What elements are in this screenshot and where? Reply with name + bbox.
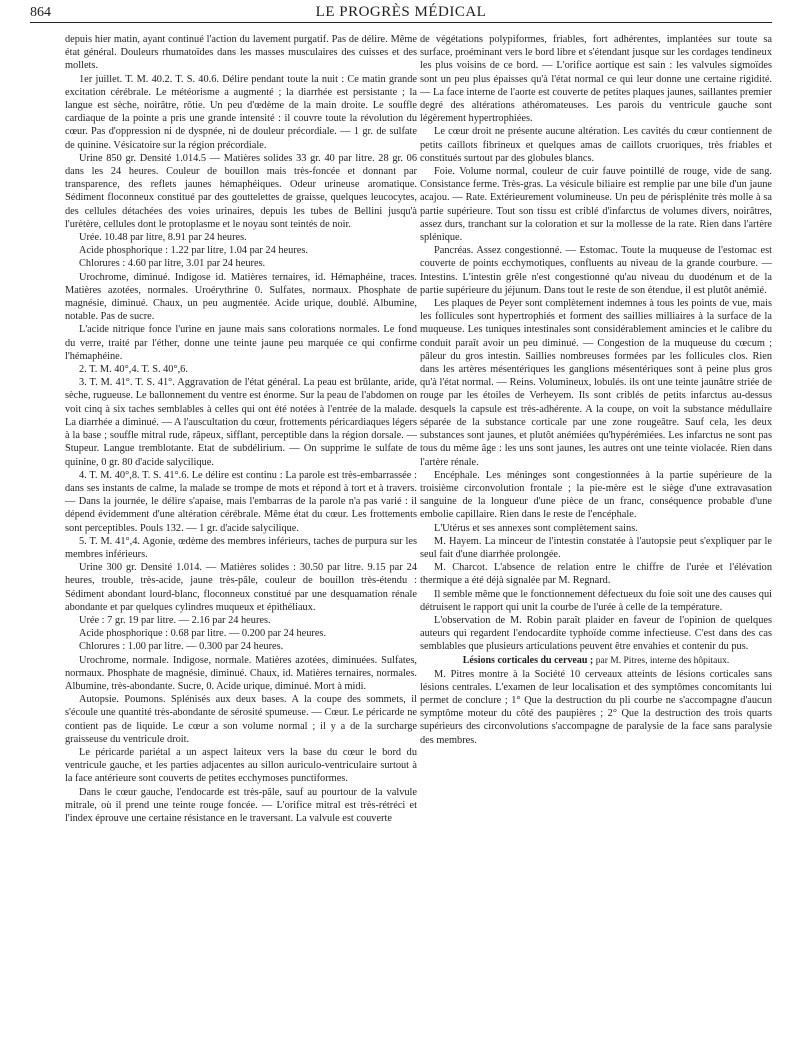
paragraph: 2. T. M. 40°,4. T. S. 40°,6. [79,364,188,376]
paragraph: Chlorures : 1.00 par litre. — 0.300 par 24 heures. [79,641,284,653]
paragraph: L'Utérus et ses annexes sont complètement sains. [434,522,638,534]
paragraph: Urochrome, diminué. Indigose id. Matières ternaires, id. Hémaphéine, traces. Matières azotées, normales. Uroérythrine 0. Sulfates, normaux. Phosphate de magnésie, diminué. Chaux, un peu augmentée. Acide urique, doublé. Albumine, notable. Pas de sucre. [65,271,417,323]
left-column [65,33,417,1058]
paragraph: L'acide nitrique fonce l'urine en jaune mais sans colorations normales. Le fond du verre, traité par l'éther, donne une teinte jaune peu marquée ce qui confirme l'hémaphéine. [65,324,417,362]
paragraph: depuis hier matin, ayant continué l'action du lavement purgatif. Pas de délire. Même état général. Douleurs rhumatoïdes dans les masses musculaires des cuisses et des mollets. [65,34,417,72]
paragraph: Autopsie. Poumons. Splénisés aux deux bases. A la coupe des sommets, il s'écoule une quantité très-abondante de sérosité spumeuse. — Cœur. Le péricarde ne contient pas de liquide. Le cœur a son volume normal ; il y a de la surcharge graisseuse du ventricule droit. [65,694,417,745]
right-column [420,33,772,1058]
paragraph: Pancréas. Assez congestionné. — Estomac. Toute la muqueuse de l'estomac est couverte de points ecchymotiques, confluents au niveau de la grande courbure. — Intestins. L'intestin grêle n'est congestionné qu'au niveau du duodénum et de la partie supérieure du jéjunum. Dans tout le reste de son étendue, il est plutôt anémié. [420,245,772,296]
paragraph: Encéphale. Les méninges sont congestionnées à la partie supérieure de la troisième circonvolution frontale ; la pie-mère est le siège d'une extravasation sanguine de la longueur d'une pièce de un franc, conséquence probable d'une embolie capillaire. Rien dans le reste de l'encéphale. [420,469,772,521]
paragraph: L'observation de M. Robin paraît plaider en faveur de l'opinion de quelques auteurs qui regardent l'endocardite typhoïde comme infectieuse. C'est dans des cas semblables que plusieurs articulations peuvent être envahies et contenir du pus. [420,614,772,653]
paragraph: 4. T. M. 40°,8. T. S. 41°.6. Le délire est continu : La parole est très-embarrassée : dans ses instants de calme, la malade se trompe de mots et répond à tort et à travers. — Dans la journée, le délire s'apaise, mais l'embarras de la parole n'a pas varié : il dépend évidemment d'une altération cérébrale. Même état du cœur. Les frottements sont perceptibles. Pouls 132. — 1 gr. d'acide salycilique. [65,469,417,534]
paragraph: Chlorures : 4.60 par litre, 3.01 par 24 heures. [79,258,266,270]
paragraph: Le cœur droit ne présente aucune altération. Les cavités du cœur contiennent de petits caillots fibrineux et quelques amas de caillots cruoriques, très friables et constitués surtout par des globules blancs. [420,126,772,164]
paragraph: 5. T. M. 41°,4. Agonie, œdème des membres inférieurs, taches de purpura sur les membres inférieurs. [65,535,417,560]
paragraph: M. Hayem. La minceur de l'intestin constatée à l'autopsie peut s'expliquer par le seul fait d'une diarrhée prolongée. [420,535,772,560]
journal-title: LE PROGRÈS MÉDICAL [315,4,487,20]
paragraph: Dans le cœur gauche, l'endocarde est très-pâle, sauf au pourtour de la valvule mitrale, où il prend une teinte rouge foncée. — L'orifice mitral est très-rétréci et l'index éprouve une certaine résistance en le traversant. La valvule est couverte [65,786,417,824]
paragraph: M. Charcot. L'absence de relation entre le chiffre de l'urée et l'élévation thermique a été déjà signalée par M. Regnard. [420,562,772,587]
paragraph: M. Pitres montre à la Société 10 cerveaux atteints de lésions corticales sans lésions centrales. L'examen de leur localisation et des symptômes concomitants lui permet de conclure ; 1° Que la destruction du pli courbe ne s'accompagne d'aucun symptôme moteur du côté des paupières ; 2° Que la destruction des trois quarts supérieurs des circonvolutions s'accompagne de paralysie de la face sans paralysie des membres. [420,668,772,746]
paragraph: Urine 300 gr. Densité 1.014. — Matières solides : 30.50 par litre. 9.15 par 24 heures, trouble, très-acide, jaune très-pâle, couleur de bouillon très-étendu : Sédiment abondant lourd-blanc, floconneux constitué par une desquamation rénale abondante et par quelques cylindres muqueux et épithéliaux. [65,562,417,613]
paragraph: 1er juillet. T. M. 40.2. T. S. 40.6. Délire pendant toute la nuit : Ce matin grande excitation cérébrale. Le météorisme a augmenté ; la diarrhée est persistante ; la langue est sèche, noirâtre, rôtie. Un peu d'œdème de la main droite. Le souffle cardiaque de la pointe a pris une grande intensité : il couvre toute la révolution du cœur. Pas d'oppression ni de dyspnée, ni de douleur précordiale. — 1 gr. de sulfate de quinine. Vésicatoire sur la région précordiale. [65,73,417,151]
section-heading [420,654,772,668]
page-number: 864 [30,5,51,20]
paragraph: Acide phosphorique : 0.68 par litre. — 0.200 par 24 heures. [79,628,327,640]
section-title: Lésions corticales du cerveau ; [462,654,594,666]
paragraph: Urochrome, normale. Indigose, normale. Matières azotées, diminuées. Sulfates, normaux. Phosphate de magnésie, diminué. Chaux, id. Matières ternaires, normales. Albumine, très-abondante. Sucre, 0. Acide urique, diminué. Mort à midi. [65,654,417,692]
paragraph: Le péricarde pariétal a un aspect laiteux vers la base du cœur le bord du ventricule gauche, et les parties adjacentes au sillon auriculo-ventriculaire surtout à la face antérieure sont couverts de petites ecchymoses punctiformes. [65,746,417,785]
paragraph: Urée : 7 gr. 19 par litre. — 2.16 par 24 heures. [79,614,271,626]
page-header [30,4,772,23]
paragraph: Urée. 10.48 par litre, 8.91 par 24 heures. [79,232,247,244]
paragraph: Foie. Volume normal, couleur de cuir fauve pointillé de rouge, vide de sang. Consistance ferme. Très-gras. La vésicule biliaire est remplie par une bile d'un jaune acajou. — Rate. Extérieurement volumineuse. Un peu de périsplénite très molle à sa partie supérieure. Tout son tissu est criblé d'infarctus de volumes divers, noirâtres, assez durs, tranchant sur la coloration et sur la mollesse de la rate. Rien dans l'artère splénique. [420,166,772,244]
paragraph: Il semble même que le fonctionnement défectueux du foie soit une des causes qui détruisent le rapport qui unit la courbe de l'urée à celle de la température. [420,588,772,613]
paragraph: de végétations polypiformes, friables, fort adhérentes, implantées sur toute sa surface, proéminant vers le bord libre et s'étendant jusque sur les cordages tendineux les plus voisins de ce bord. — L'orifice aortique est sain : les valvules sigmoïdes sont un peu plus épaisses qu'à l'état normal ce qui leur donne une certaine rigidité. — La face interne de l'aorte est couverte de petites plaques jaunes, saillantes premier degré des altérations athéromateuses. Les parois du ventricule gauche sont légèrement hypertrophiées. [420,34,772,125]
paragraph: Les plaques de Peyer sont complètement indemnes à tous les points de vue, mais les follicules sont hypertrophiés et forment des saillies milliaires à la surface de la muqueuse. Les tuniques intestinales sont considérablement amincies et le calibre du conduit paraît avoir un peu diminué. — Congestion de la muqueuse du cœcum ; pâleur du gros intestin. Saillies nombreuses formées par les follicules clos. Rien dans les artères mésentériques les ganglions mésentériques sont à peine plus gros qu'à l'état normal. — Reins. Volumineux, lobulés. ils ont une teinte jaunâtre striée de rouge par les étoiles de Verheyem. Ils sont criblés de petits infarctus au-dessus desquels la capsule est très-adhérente. A la coupe, on voit la substance médullaire séparée de la substance corticale par une zone rougeâtre. Sauf cela, les deux substances sont jaunes, et plutôt anémiées qu'hypérémiées. Les infarctus ne sont pas tous du même âge : les uns sont jaunes, les autres ont une teinte violacée. Rien dans l'artère rénale. [420,298,772,468]
paragraph: 3. T. M. 41°. T. S. 41°. Aggravation de l'état général. La peau est brûlante, aride, sèche, rugueuse. Le ballonnement du ventre est énorme. Sur la peau de l'abdomen on voit cinq à six taches semblables à celles qui ont été notées à l'entrée de la malade. La diarrhée a diminué. — A l'auscultation du cœur, frottements péricardiaques légers à la base ; souffle mitral rude, râpeux, sifflant, perceptible dans la région dorsale. — Stupeur. Langue tremblotante. Etat de subdélirium. — On supprime le sulfate de quinine, 0 gr. 80 d'acide salycilique. [65,377,417,468]
paragraph: Urine 850 gr. Densité 1.014.5 — Matières solides 33 gr. 40 par litre. 28 gr. 06 dans les 24 heures. Couleur de bouillon mais très-foncée et donnant par transparence, des reflets jaunes hémaphéiques. Odeur urineuse aromatique. Sédiment floconneux constitué par des gouttelettes de graisse, quelques leucocytes, des cellules détachées des voies urinaires, depuis les tubes de Bellini jusqu'à l'urètère, cellules dont le protoplasme et le noyau sont teintés de noir. [65,152,417,230]
paragraph: Acide phosphorique : 1.22 par litre, 1.04 par 24 heures. [79,245,308,257]
section-byline: par M. Pitres, interne des hôpitaux. [595,655,730,666]
